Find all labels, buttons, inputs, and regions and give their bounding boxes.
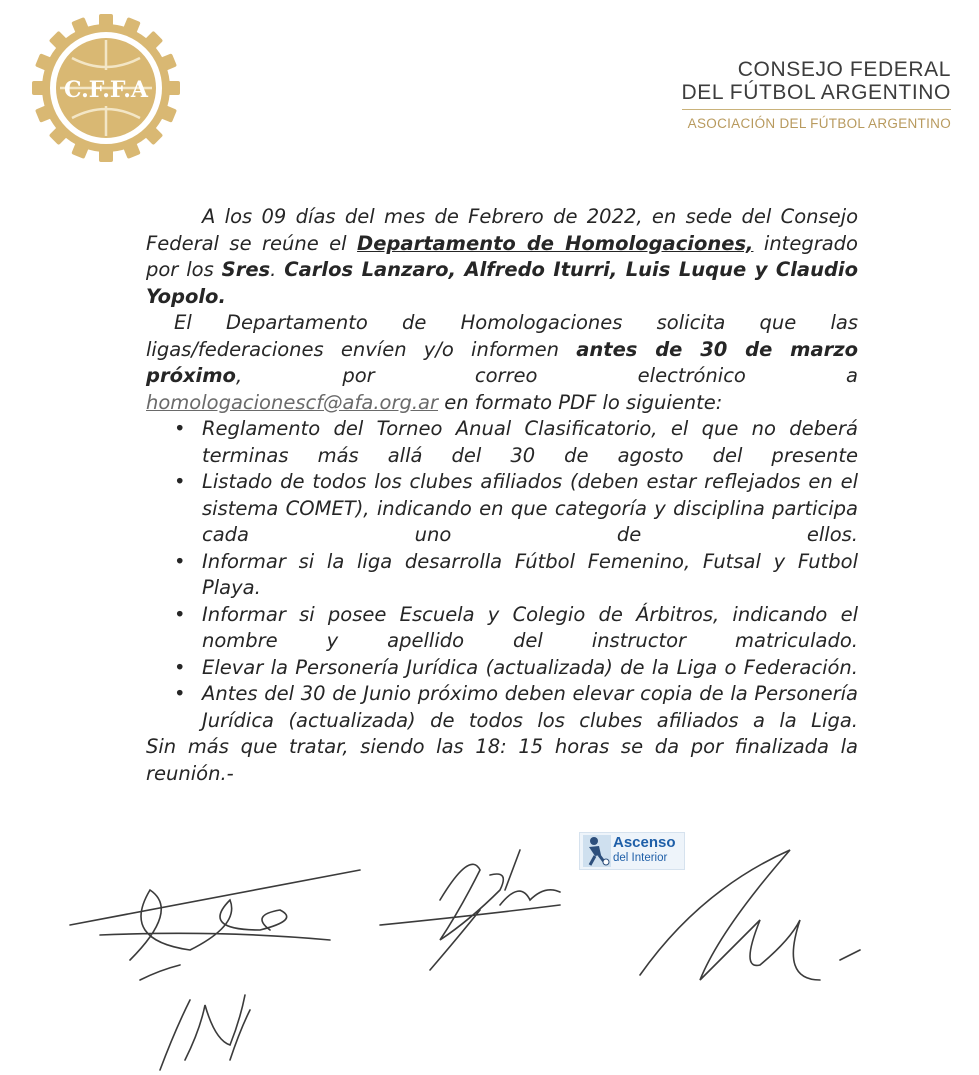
email-link[interactable]: homologacionescf@afa.org.ar — [146, 390, 439, 414]
separator: . — [270, 258, 285, 281]
signature-1 — [70, 870, 360, 980]
signature-3 — [640, 850, 860, 980]
list-item: • Antes del 30 de Junio próximo deben elevar copia de la Personería Jurídica (actualizada) de todos los clubes afiliados a la Liga. — [202, 681, 858, 734]
header-divider — [682, 109, 952, 110]
request-text: El Departamento de Homologaciones solicita que las ligas/federaciones envíen y/o informen — [146, 311, 858, 361]
organization-header — [682, 58, 952, 131]
request-text-2: , por correo electrónico a — [235, 364, 858, 387]
logo-text: C.F.F.A — [64, 77, 148, 103]
paragraph-meeting — [146, 204, 858, 310]
meeting-text: A los 09 días del mes de Febrero de 2022, en sede del Consejo Federal se reúne el — [146, 205, 858, 255]
list-item: • Reglamento del Torneo Anual Clasificatorio, el que no deberá terminas más allá del 30 de agosto del presente — [202, 416, 858, 469]
org-name-line1: CONSEJO FEDERAL — [737, 58, 951, 81]
signature-2 — [380, 850, 560, 970]
department-name: Departamento de Homologaciones, — [357, 231, 754, 255]
list-item: • Elevar la Personería Jurídica (actualizada) de la Liga o Federación. — [202, 655, 858, 682]
signatures — [0, 830, 979, 1075]
cffa-logo — [30, 12, 182, 164]
deadline: antes de 30 de marzo próximo — [146, 337, 858, 387]
document-body — [146, 204, 858, 787]
request-text-3: en formato PDF lo siguiente: — [438, 390, 723, 414]
paragraph-request-cont — [146, 390, 858, 417]
list-item: • Informar si posee Escuela y Colegio de Árbitros, indicando el nombre y apellido del instructor matriculado. — [202, 602, 858, 655]
closing-paragraph: Sin más que tratar, siendo las 18: 15 horas se da por finalizada la reunión.- — [146, 735, 858, 785]
signature-4 — [160, 995, 250, 1070]
paragraph-request — [146, 310, 858, 390]
sres-label: Sres — [221, 258, 271, 281]
meeting-text-2: integrado por los — [146, 231, 858, 281]
member-names: Carlos Lanzaro, Alfredo Iturri, Luis Luque y Claudio Yopolo. — [146, 258, 858, 308]
list-item: • Informar si la liga desarrolla Fútbol Femenino, Futsal y Futbol Playa. — [202, 549, 858, 602]
list-item: • Listado de todos los clubes afiliados (deben estar reflejados en el sistema COMET), indicando en que categoría y disciplina participa cada uno de ellos. — [202, 469, 858, 549]
org-parent-name: ASOCIACIÓN DEL FÚTBOL ARGENTINO — [687, 116, 951, 131]
org-name-line2: DEL FÚTBOL ARGENTINO — [681, 81, 951, 104]
watermark-subtitle: del Interior — [613, 852, 668, 864]
watermark-title: Ascenso — [613, 834, 676, 851]
requirements-list — [146, 416, 858, 734]
